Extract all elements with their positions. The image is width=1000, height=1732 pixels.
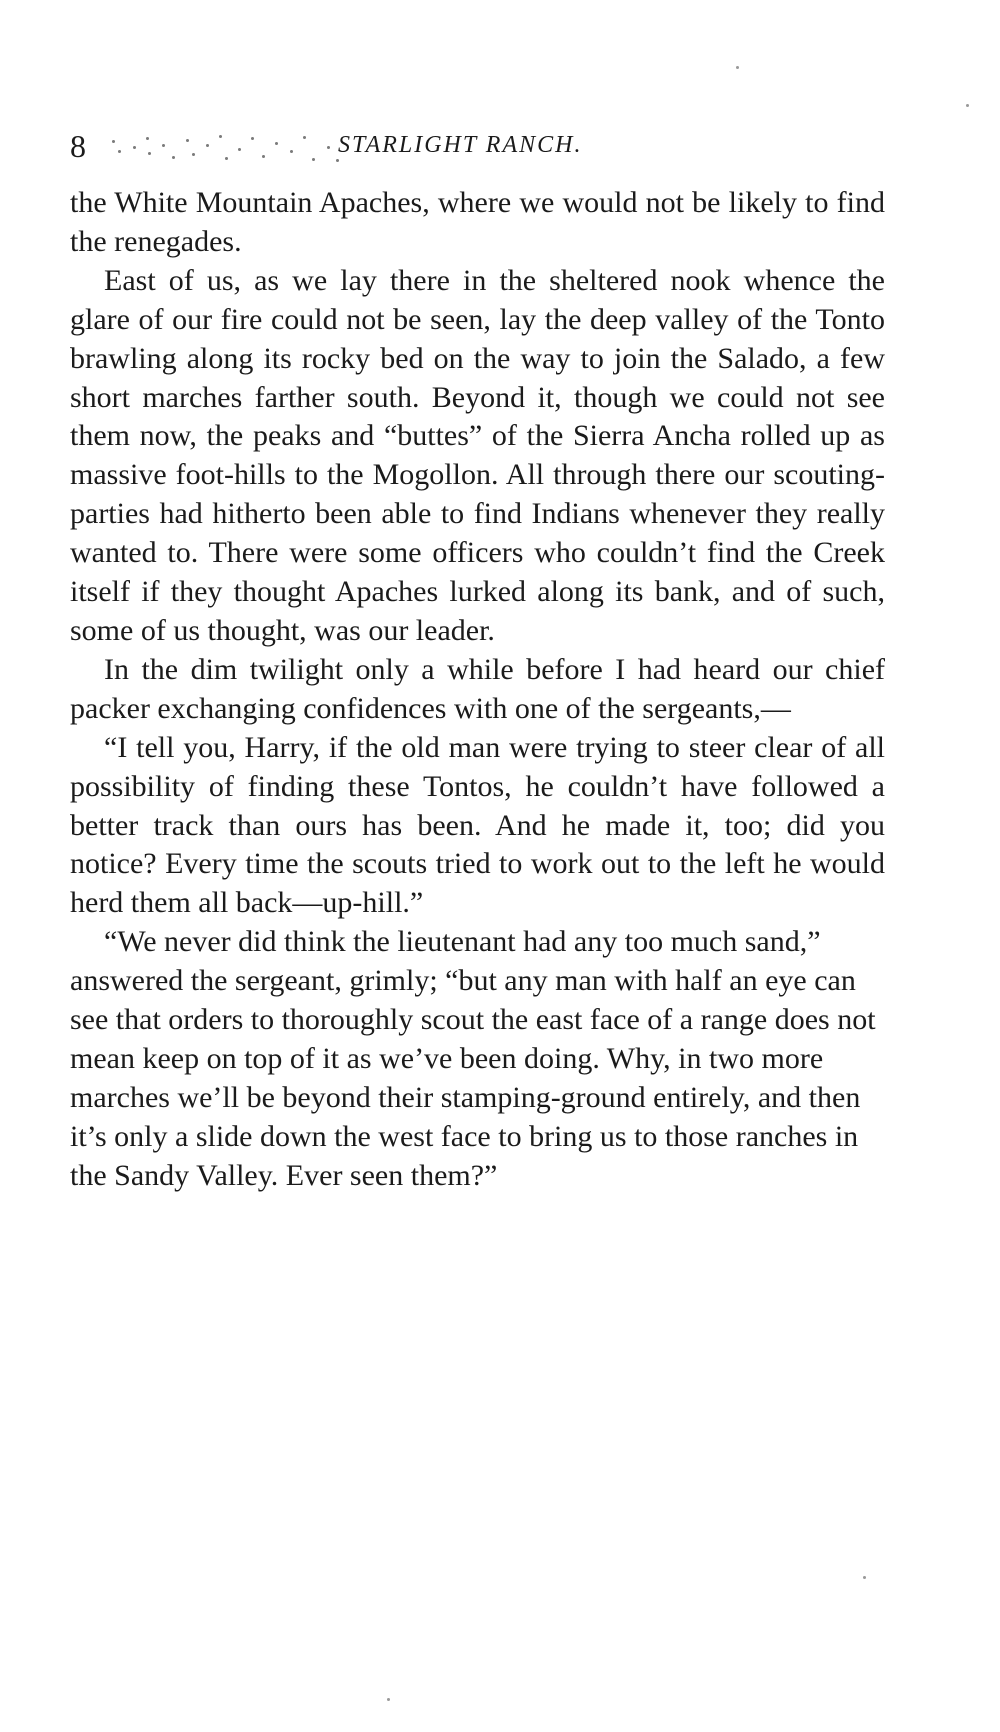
running-title: STARLIGHT RANCH. xyxy=(338,132,583,158)
page-number: 8 xyxy=(70,128,86,164)
paragraph: In the dim twilight only a while before I had heard our chief packer exchanging confidences with one of the sergeants,— xyxy=(70,652,885,725)
body-text xyxy=(70,184,885,1196)
paragraph: “I tell you, Harry, if the old man were trying to steer clear of all possibility of finding these Tontos, he couldn’t have followed a better track than ours has been. And he made it, too; did you notice? Every time the scouts tried to work out to the left he would herd them all back—up-hill.” xyxy=(70,730,885,920)
book-page xyxy=(70,128,885,1196)
scan-speck xyxy=(736,66,739,69)
scan-speck xyxy=(966,104,969,107)
scan-speck xyxy=(863,1576,866,1579)
print-specks xyxy=(98,128,346,166)
paragraph: “We never did think the lieutenant had any too much sand,” answered the sergeant, grimly; “but any man with half an eye can see that orders to thoroughly scout the east face of a range does not mean keep on top of it as we’ve been doing. Why, in two more marches we’ll be beyond their stamping-ground entirely, and then it’s only a slide down the west face to bring us to those ranches in the Sandy Valley. Ever seen them?” xyxy=(70,925,876,1192)
paragraph: East of us, as we lay there in the sheltered nook whence the glare of our fire could not be seen, lay the deep valley of the Tonto brawling along its rocky bed on the way to join the Salado, a few short marches farther south. Beyond it, though we could not see them now, the peaks and “buttes” of the Sierra Ancha rolled up as massive foot-hills to the Mogollon. All through there our scouting-parties had hitherto been able to find Indians whenever they really wanted to. There were some officers who couldn’t find the Creek itself if they thought Apaches lurked along its bank, and of such, some of us thought, was our leader. xyxy=(70,263,885,647)
paragraph: the White Mountain Apaches, where we would not be likely to find the renegades. xyxy=(70,186,885,258)
running-head xyxy=(70,128,885,168)
scan-speck xyxy=(387,1698,390,1701)
